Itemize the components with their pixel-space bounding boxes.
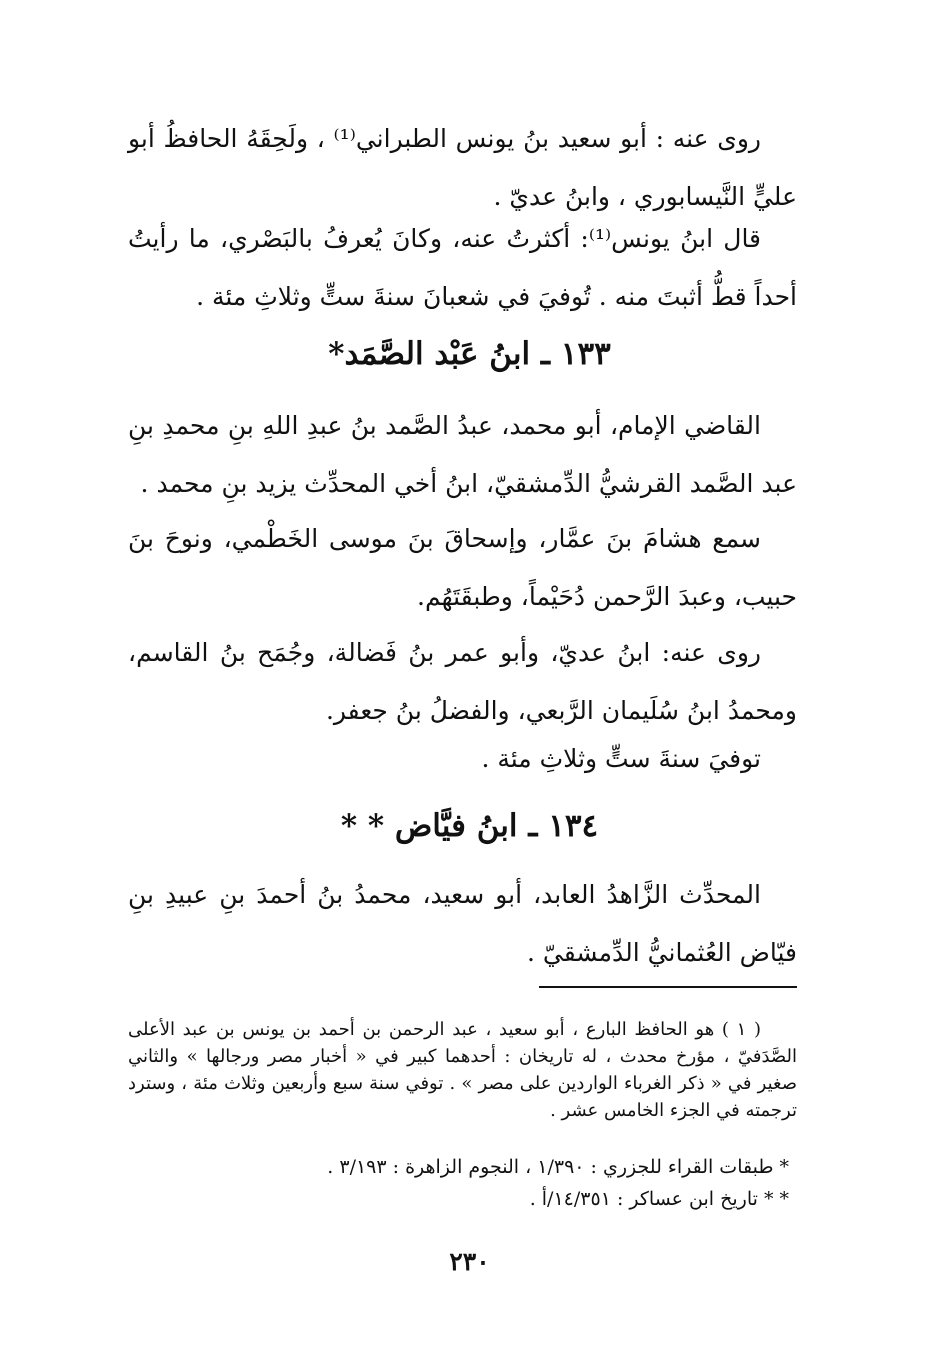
entry-134-identity-paragraph: المحدِّث الزَّاهدُ العابد، أبو سعيد، محمدُ بنُ أحمدَ بنِ عبيدِ بنِ فيّاض العُثمانيُّ الدِّمشقيّ .: [128, 880, 797, 967]
entry-133-identity-paragraph: القاضي الإمام، أبو محمد، عبدُ الصَّمد بنُ عبدِ اللهِ بنِ محمدِ بنِ عبد الصَّمد القرشيُّ الدِّمشقيّ، ابنُ أخي المحدِّث يزيد بنِ محمد .: [128, 411, 797, 498]
entry-133-heading: ١٣٣ ـ ابنُ عَبْد الصَّمَد*: [328, 336, 611, 372]
entry-133-death-paragraph: توفيَ سنةَ ستٍّ وثلاثِ مئة .: [481, 744, 761, 773]
entry-133-students-paragraph: روى عنه: ابنُ عديّ، وأبو عمر بنُ فَضالة، وجُمَح بنُ القاسم، ومحمدُ ابنُ سُلَيمان الرَّبعي، والفضلُ بنُ جعفر.: [128, 638, 797, 725]
entry-134-heading: ١٣٤ ـ ابنُ فيَّاض * *: [340, 808, 599, 844]
source-note-133: * طبقات القراء للجزري : ١/٣٩٠ ، النجوم الزاهرة : ٣/١٩٣ .: [327, 1156, 789, 1178]
remarks-paragraph: قال ابنُ يونس⁽¹⁾: أكثرتُ عنه، وكانَ يُعرفُ بالبَصْري، ما رأيتُ أحداً قطُّ أثبتَ منه . تُوفيَ في شعبانَ سنةَ ستٍّ وثلاثِ مئة .: [128, 224, 797, 311]
source-note-134: * * تاريخ ابن عساكر : ١٤/٣٥١/أ .: [529, 1188, 789, 1210]
entry-133-teachers-paragraph: سمع هشامَ بنَ عمَّار، وإسحاقَ بنَ موسى الخَطْمي، ونوحَ بنَ حبيب، وعبدَ الرَّحمن دُحَيْماً، وطبقَتَهُم.: [128, 524, 797, 611]
footnote-1: ( ١ ) هو الحافظ البارع ، أبو سعيد ، عبد الرحمن بن أحمد بن يونس بن عبد الأعلى الصَّدَفيّ ، مؤرخ محدث ، له تاريخان : أحدهما كبير في « أخبار مصر ورجالها » والثاني صغير في « ذكر الغرباء الواردين على مصر » . توفي سنة سبع وأربعين وثلاث مئة ، وسترد ترجمته في الجزء الخامس عشر .: [128, 1019, 797, 1121]
page-number: ٢٣٠: [449, 1247, 490, 1276]
footnote-separator: [539, 986, 797, 988]
narrators-paragraph: روى عنه : أبو سعيد بنُ يونس الطبراني⁽¹⁾ ، ولَحِقَهُ الحافظُ أبو عليٍّ النَّيسابوري ، وابنُ عديّ .: [128, 124, 797, 211]
